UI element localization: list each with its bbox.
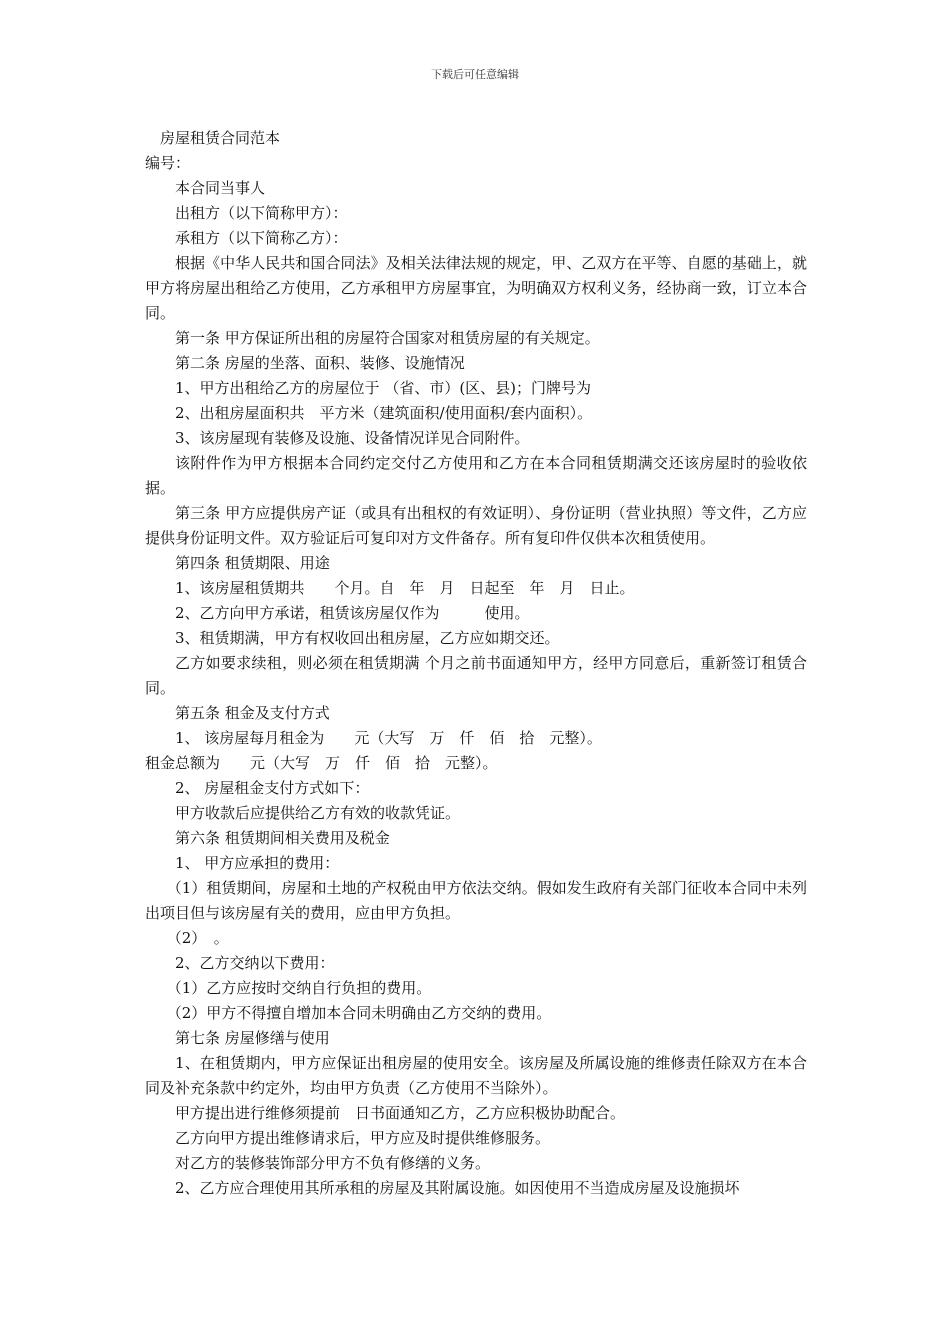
- paragraph: （1）租赁期间，房屋和土地的产权税由甲方依法交纳。假如发生政府有关部门征收本合同中未列出项目但与该房屋有关的费用，应由甲方负担。: [145, 879, 807, 922]
- paragraph-list: [145, 151, 807, 1201]
- paragraph: 第一条 甲方保证所出租的房屋符合国家对租赁房屋的有关规定。: [175, 329, 600, 347]
- page-header: 下载后可任意编辑: [431, 68, 519, 81]
- paragraph: 1、在租赁期内，甲方应保证出租房屋的使用安全。该房屋及所属设施的维修责任除双方在本合同及补充条款中约定外，均由甲方负责（乙方使用不当除外）。: [145, 1054, 807, 1097]
- paragraph: 第二条 房屋的坐落、面积、装修、设施情况: [175, 354, 465, 372]
- paragraph: 第七条 房屋修缮与使用: [175, 1029, 330, 1047]
- paragraph: 承租方（以下简称乙方）：: [175, 229, 348, 247]
- paragraph: （2） 。: [166, 929, 229, 947]
- paragraph: 2、乙方交纳以下费用：: [175, 954, 335, 972]
- document-title: 房屋租赁合同范本: [160, 129, 281, 147]
- paragraph: 1、该房屋租赁期共 个月。自 年 月 日起至 年 月 日止。: [175, 579, 635, 597]
- paragraph: 第三条 甲方应提供房产证（或具有出租权的有效证明）、身份证明（营业执照）等文件，乙方应提供身份证明文件。双方验证后可复印对方文件备存。所有复印件仅供本次租赁使用。: [145, 504, 807, 547]
- paragraph: 2、出租房屋面积共 平方米（建筑面积/使用面积/套内面积）。: [175, 404, 593, 422]
- paragraph: 1、甲方出租给乙方的房屋位于 （省、市）(区、县)；门牌号为: [175, 379, 592, 397]
- paragraph: 第六条 租赁期间相关费用及税金: [175, 829, 390, 847]
- paragraph: 租金总额为 元（大写 万 仟 佰 拾 元整）。: [145, 754, 498, 772]
- paragraph: 2、乙方向甲方承诺，租赁该房屋仅作为 使用。: [175, 604, 530, 622]
- paragraph: 本合同当事人: [175, 179, 266, 197]
- paragraph: 甲方收款后应提供给乙方有效的收款凭证。: [175, 804, 461, 822]
- paragraph: 1、 该房屋每月租金为 元（大写 万 仟 佰 拾 元整）。: [175, 729, 602, 747]
- paragraph: （2）甲方不得擅自增加本合同未明确由乙方交纳的费用。: [166, 1004, 552, 1022]
- paragraph: 出租方（以下简称甲方）：: [175, 204, 348, 222]
- paragraph: 编号：: [145, 154, 191, 172]
- paragraph: 该附件作为甲方根据本合同约定交付乙方使用和乙方在本合同租赁期满交还该房屋时的验收依据。: [145, 454, 807, 497]
- paragraph: 3、租赁期满，甲方有权收回出租房屋，乙方应如期交还。: [175, 629, 560, 647]
- paragraph: 甲方提出进行维修须提前 日书面通知乙方，乙方应积极协助配合。: [175, 1104, 626, 1122]
- paragraph: 乙方向甲方提出维修请求后，甲方应及时提供维修服务。: [175, 1129, 551, 1147]
- paragraph: （1）乙方应按时交纳自行负担的费用。: [166, 979, 432, 997]
- paragraph: 3、该房屋现有装修及设施、设备情况详见合同附件。: [175, 429, 530, 447]
- paragraph: 1、 甲方应承担的费用：: [175, 854, 340, 872]
- paragraph: 对乙方的装修装饰部分甲方不负有修缮的义务。: [175, 1154, 491, 1172]
- paragraph: 2、乙方应合理使用其所承租的房屋及其附属设施。如因使用不当造成房屋及设施损坏: [175, 1179, 740, 1197]
- document-body: [145, 126, 807, 1201]
- paragraph: 乙方如要求续租，则必须在租赁期满 个月之前书面通知甲方，经甲方同意后，重新签订租赁合同。: [145, 654, 807, 697]
- paragraph: 第五条 租金及支付方式: [175, 704, 330, 722]
- paragraph: 根据《中华人民共和国合同法》及相关法律法规的规定，甲、乙双方在平等、自愿的基础上，就甲方将房屋出租给乙方使用，乙方承租甲方房屋事宜，为明确双方权利义务，经协商一致，订立本合同。: [145, 254, 807, 322]
- paragraph: 第四条 租赁期限、用途: [175, 554, 330, 572]
- paragraph: 2、 房屋租金支付方式如下：: [175, 779, 370, 797]
